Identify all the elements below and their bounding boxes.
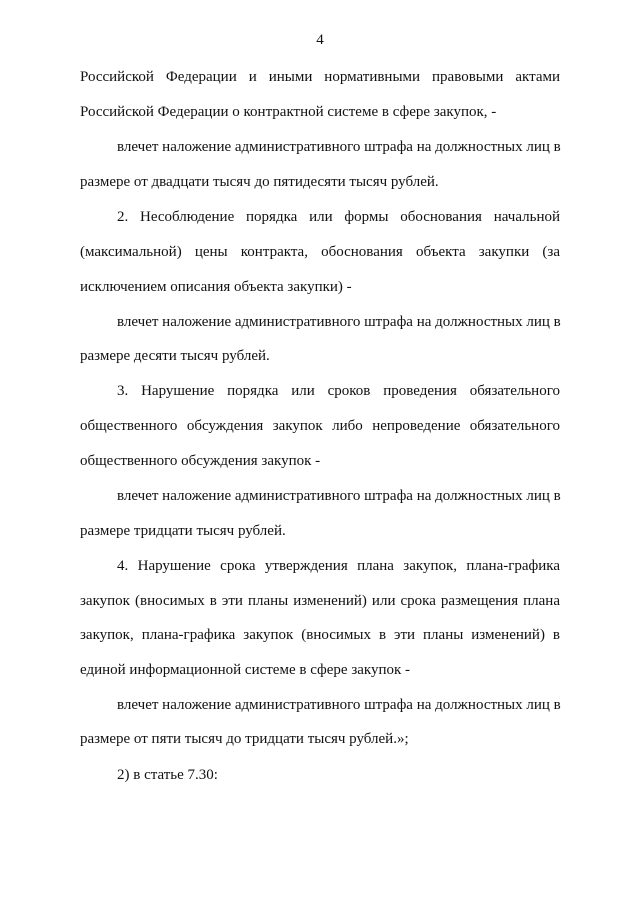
text-line: размере десяти тысяч рублей. — [80, 348, 270, 364]
text-line: размере тридцати тысяч рублей. — [80, 523, 286, 539]
text-line: 3. Нарушение порядка или сроков проведения обязательного — [117, 383, 560, 399]
text-line: размере от пяти тысяч до тридцати тысяч рублей.»; — [80, 731, 409, 747]
text-line: влечет наложение административного штрафа на должностных лиц в — [117, 139, 561, 155]
text-line: общественного обсуждения закупок - — [80, 453, 321, 469]
text-line: общественного обсуждения закупок либо непроведение обязательного — [80, 418, 560, 434]
text-line: Российской Федерации и иными нормативными правовыми актами — [80, 69, 560, 85]
text-line: влечет наложение административного штрафа на должностных лиц в — [117, 314, 561, 330]
text-line: 2. Несоблюдение порядка или формы обоснования начальной — [117, 209, 560, 225]
text-line: закупок (вносимых в эти планы изменений) или срока размещения плана — [80, 593, 560, 609]
page-number: 4 — [316, 32, 324, 48]
text-line: закупок, плана-графика закупок (вносимых в эти планы изменений) в — [80, 627, 560, 643]
text-line: Российской Федерации о контрактной системе в сфере закупок, - — [80, 104, 497, 120]
text-line: исключением описания объекта закупки) - — [80, 279, 352, 295]
text-line: 4. Нарушение срока утверждения плана закупок, плана-графика — [117, 558, 560, 574]
text-line: (максимальной) цены контракта, обоснования объекта закупки (за — [80, 244, 560, 260]
text-line: влечет наложение административного штрафа на должностных лиц в — [117, 697, 561, 713]
text-line: 2) в статье 7.30: — [117, 767, 218, 783]
text-line: размере от двадцати тысяч до пятидесяти тысяч рублей. — [80, 174, 439, 190]
text-line: влечет наложение административного штрафа на должностных лиц в — [117, 488, 561, 504]
text-line: единой информационной системе в сфере закупок - — [80, 662, 411, 678]
